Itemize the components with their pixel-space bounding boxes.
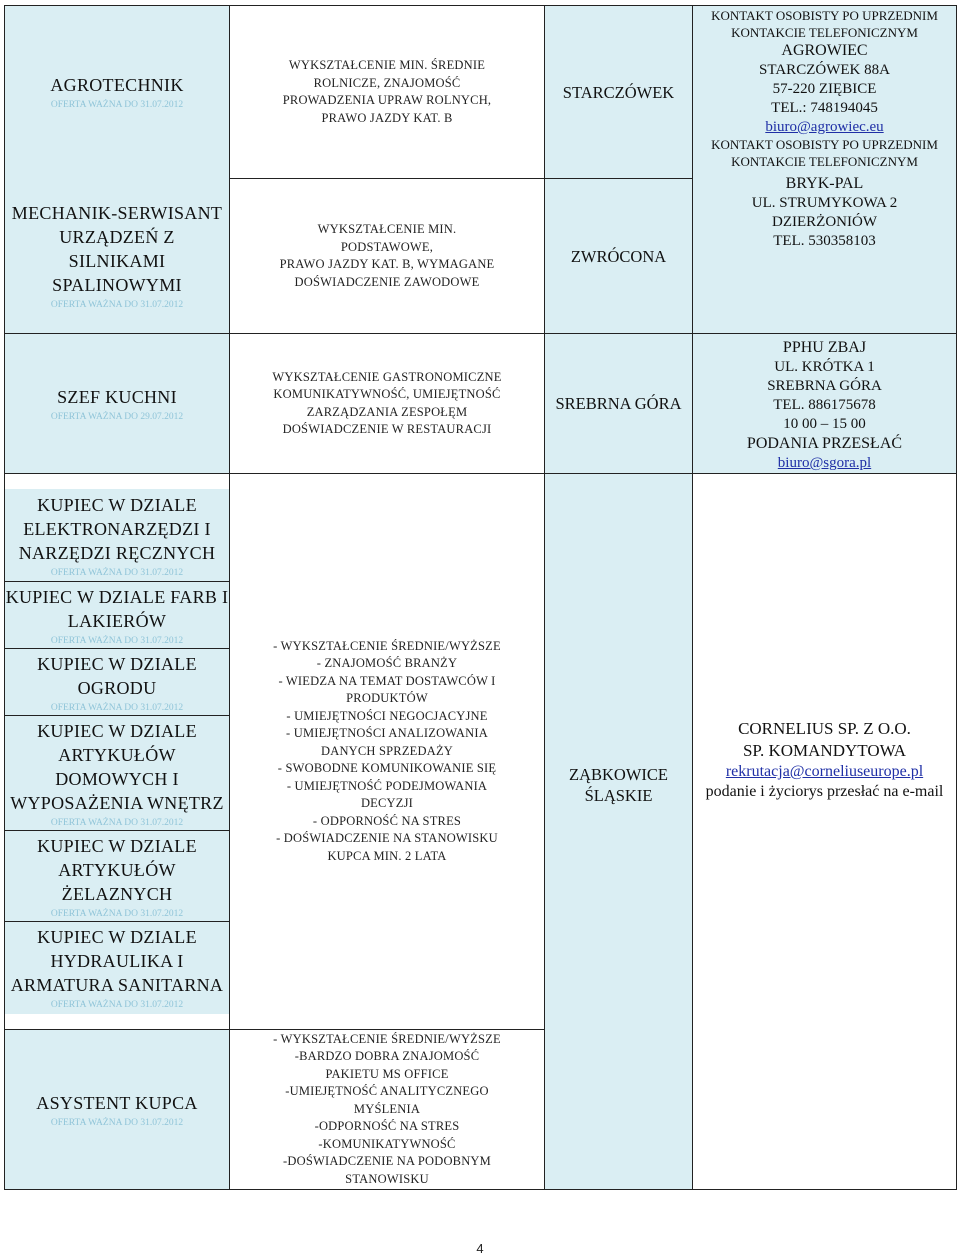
offer-validity: OFERTA WAŻNA DO 29.07.2012: [50, 411, 184, 422]
office-hours: 10 00 – 15 00: [783, 416, 866, 432]
contact-note: KONTAKT OSOBISTY PO UPRZEDNIM KONTAKCIE TELEFONICZNYM: [711, 8, 938, 40]
job-title-block: [5, 716, 229, 831]
requirement-line: - WIEDZA NA TEMAT DOSTAWCÓW I: [278, 673, 496, 688]
contact-cell: [693, 6, 957, 334]
job-title-block: [5, 489, 229, 582]
company-email-link[interactable]: biuro@agrowiec.eu: [765, 119, 884, 135]
company-name: AGROWIEC: [781, 42, 868, 59]
job-title-cell: [5, 1030, 230, 1190]
job-title: KUPIEC W DZIALE OGRODU: [37, 654, 197, 698]
company-form: SP. KOMANDYTOWA: [742, 741, 907, 760]
requirements-cell: [230, 1030, 545, 1190]
requirement-line: WYKSZTAŁCENIE MIN. ŚREDNIE: [288, 58, 486, 72]
job-location: SREBRNA GÓRA: [555, 394, 682, 413]
requirement-line: - UMIEJĘTNOŚCI ANALIZOWANIA: [286, 726, 488, 741]
job-title-block: [5, 649, 229, 716]
job-title-cell: [5, 6, 230, 179]
job-location: ZWRÓCONA: [570, 246, 667, 266]
requirement-line: -KOMUNIKATYWNOŚĆ: [318, 1136, 456, 1151]
offer-validity: OFERTA WAŻNA DO 31.07.2012: [50, 1117, 184, 1128]
requirement-line: PROWADZENIA UPRAW ROLNYCH,: [282, 93, 492, 107]
job-location: ZĄBKOWICE ŚLĄSKIE: [569, 765, 668, 805]
location-cell: [545, 6, 693, 179]
requirement-line: DOŚWIADCZENIE ZAWODOWE: [294, 274, 480, 289]
requirement-line: PRAWO JAZDY KAT. B, WYMAGANE: [279, 257, 495, 271]
requirement-line: - ZNAJOMOŚĆ BRANŻY: [316, 656, 458, 671]
job-title-cell: [5, 179, 230, 334]
requirement-line: -DOŚWIADCZENIE NA PODOBNYM: [283, 1154, 491, 1169]
company-address: UL. KRÓTKA 1: [774, 359, 875, 375]
job-title: MECHANIK-SERWISANT URZĄDZEŃ Z SILNIKAMI SPALINOWYMI: [11, 202, 223, 295]
requirement-line: WYKSZTAŁCENIE GASTRONOMICZNE: [272, 369, 502, 384]
job-title: KUPIEC W DZIALE HYDRAULIKA I ARMATURA SANITARNA: [10, 927, 224, 995]
contact-agrowiec: [697, 8, 952, 251]
requirements-text: [234, 369, 540, 439]
requirement-line: - SWOBODNE KOMUNIKOWANIE SIĘ: [277, 761, 497, 776]
location-cell: [545, 474, 693, 1190]
requirement-line: - UMIEJĘTNOŚĆ PODEJMOWANIA: [286, 778, 488, 793]
company-email-link[interactable]: rekrutacja@corneliuseurope.pl: [725, 763, 924, 780]
application-note: podanie i życiorys przesłać na e-mail: [705, 783, 944, 800]
requirement-line: PRAWO JAZDY KAT. B: [321, 110, 453, 125]
contact-pphu: [697, 338, 952, 473]
job-location: STARCZÓWEK: [562, 82, 675, 102]
job-title-block: [5, 922, 229, 1014]
location-cell: [545, 179, 693, 334]
company-name: BRYK-PAL: [785, 175, 864, 192]
requirement-line: -ODPORNOŚĆ NA STRES: [314, 1119, 460, 1134]
location-cell: [545, 334, 693, 474]
company-name: PPHU ZBAJ: [782, 339, 867, 356]
company-city: DZIERŻONIÓW: [772, 214, 877, 230]
requirement-line: DANYCH SPRZEDAŻY: [320, 743, 454, 758]
requirements-cell: [230, 179, 545, 334]
requirement-line: STANOWISKU: [345, 1171, 429, 1186]
offer-validity: OFERTA WAŻNA DO 31.07.2012: [50, 703, 184, 713]
offer-validity: OFERTA WAŻNA DO 31.07.2012: [50, 1000, 184, 1010]
company-city: SREBRNA GÓRA: [767, 378, 882, 394]
requirements-cell: [230, 474, 545, 1030]
requirement-line: ZARZĄDZANIA ZESPOŁĘM: [306, 404, 468, 419]
job-title-block: [5, 582, 229, 649]
page-number: 4: [476, 1241, 484, 1256]
requirement-line: DECYZJI: [360, 796, 414, 811]
job-title: AGROTECHNIK: [50, 75, 184, 96]
requirement-line: MYŚLENIA: [353, 1101, 421, 1116]
company-phone: TEL. 530358103: [773, 233, 876, 249]
requirement-line: - WYKSZTAŁCENIE ŚREDNIE/WYŻSZE: [273, 638, 501, 653]
table-row: [5, 6, 957, 179]
requirement-line: - ODPORNOŚĆ NA STRES: [312, 813, 462, 828]
requirements-cell: [230, 334, 545, 474]
company-name: CORNELIUS SP. Z O.O.: [738, 719, 911, 738]
contact-note: KONTAKT OSOBISTY PO UPRZEDNIM KONTAKCIE TELEFONICZNYM: [711, 137, 938, 169]
requirements-cell: [230, 6, 545, 179]
requirement-line: KUPCA MIN. 2 LATA: [327, 848, 447, 863]
job-title: KUPIEC W DZIALE FARB I LAKIERÓW: [5, 587, 229, 631]
job-title-group-cell: [5, 474, 230, 1030]
offer-validity: OFERTA WAŻNA DO 31.07.2012: [50, 818, 184, 828]
company-phone: TEL.: 748194045: [771, 100, 878, 116]
company-address: UL. STRUMYKOWA 2: [751, 195, 898, 211]
job-offers-table: [4, 5, 957, 1190]
job-title: KUPIEC W DZIALE ARTYKUŁÓW ŻELAZNYCH: [37, 836, 197, 904]
requirement-line: WYKSZTAŁCENIE MIN.: [317, 222, 457, 236]
requirement-line: PODSTAWOWE,: [340, 239, 434, 254]
requirement-line: - UMIEJĘTNOŚCI NEGOCJACYJNE: [286, 708, 488, 723]
requirement-line: -BARDZO DOBRA ZNAJOMOŚĆ: [294, 1049, 480, 1064]
requirements-text: [234, 57, 540, 127]
requirement-line: -UMIEJĘTNOŚĆ ANALITYCZNEGO: [285, 1084, 489, 1099]
requirement-line: ROLNICZE, ZNAJOMOŚĆ: [313, 75, 461, 90]
requirement-line: PAKIETU MS OFFICE: [325, 1066, 449, 1081]
job-title: ASYSTENT KUPCA: [36, 1092, 198, 1113]
offer-validity: OFERTA WAŻNA DO 31.07.2012: [50, 568, 184, 578]
offer-validity: OFERTA WAŻNA DO 31.07.2012: [50, 636, 184, 646]
requirement-line: DOŚWIADCZENIE W RESTAURACJI: [282, 422, 492, 436]
requirement-line: PRODUKTÓW: [346, 691, 428, 706]
table-row: [5, 474, 957, 1030]
company-email-link[interactable]: biuro@sgora.pl: [777, 455, 872, 471]
requirements-text: [234, 1031, 540, 1189]
requirements-text: [234, 221, 540, 291]
requirement-line: KOMUNIKATYWNOŚĆ, UMIEJĘTNOŚĆ: [273, 387, 501, 401]
offer-validity: OFERTA WAŻNA DO 31.07.2012: [50, 299, 184, 310]
job-title-block: [5, 831, 229, 922]
contact-cell: [693, 334, 957, 474]
job-title: KUPIEC W DZIALE ARTYKUŁÓW DOMOWYCH I WYPOSAŻENIA WNĘTRZ: [10, 721, 224, 813]
company-city: 57-220 ZIĘBICE: [772, 81, 877, 97]
company-phone: TEL. 886175678: [773, 397, 876, 413]
contact-cornelius: [697, 718, 952, 802]
job-title: KUPIEC W DZIALE ELEKTRONARZĘDZI I NARZĘDZI RĘCZNYCH: [18, 495, 216, 563]
job-title: SZEF KUCHNI: [57, 386, 177, 407]
company-address: STARCZÓWEK 88A: [759, 62, 890, 78]
offer-validity: OFERTA WAŻNA DO 31.07.2012: [50, 909, 184, 919]
application-note: PODANIA PRZESŁAĆ: [746, 435, 903, 452]
table-row: [5, 334, 957, 474]
contact-cell: [693, 474, 957, 1190]
requirement-line: - WYKSZTAŁCENIE ŚREDNIE/WYŻSZE: [273, 1031, 501, 1046]
requirement-line: - DOŚWIADCZENIE NA STANOWISKU: [276, 831, 498, 846]
requirements-text: [234, 638, 540, 866]
job-title-cell: [5, 334, 230, 474]
offer-validity: OFERTA WAŻNA DO 31.07.2012: [50, 100, 184, 111]
